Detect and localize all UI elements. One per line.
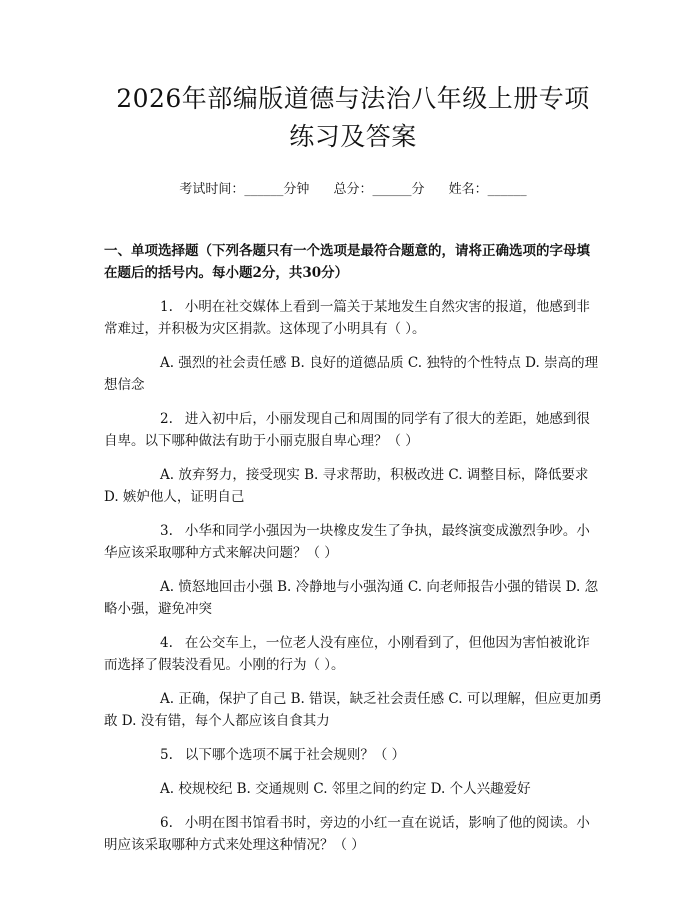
- question-text: 在公交车上，一位老人没有座位，小刚看到了，但他因为害怕被讹诈而选择了假装没看见。小刚的行为（ ）。: [104, 635, 590, 673]
- exam-score: 总分：______分: [333, 182, 425, 197]
- question-4: [104, 632, 602, 676]
- question-number: 1.: [160, 299, 173, 315]
- question-6: [104, 812, 602, 856]
- question-5-options: A. 校规校纪 B. 交通规则 C. 邻里之间的约定 D. 个人兴趣爱好: [160, 781, 531, 797]
- question-3-options: A. 愤怒地回击小强 B. 冷静地与小强沟通 C. 向老师报告小强的错误 D. 忽略小强，避免冲突: [104, 579, 599, 617]
- question-text: 进入初中后，小丽发现自己和周围的同学有了很大的差距，她感到很自卑。以下哪种做法有助于小丽克服自卑心理？（ ）: [104, 411, 590, 449]
- question-text: 小明在社交媒体上看到一篇关于某地发生自然灾害的报道，他感到非常难过，并积极为灾区捐款。这体现了小明具有（ ）。: [104, 299, 590, 337]
- question-number: 3.: [160, 523, 173, 539]
- question-4-options: A. 正确，保护了自己 B. 错误，缺乏社会责任感 C. 可以理解，但应更加勇敢 D. 没有错，每个人都应该自食其力: [104, 691, 602, 729]
- question-2-options: A. 放弃努力，接受现实 B. 寻求帮助，积极改进 C. 调整目标，降低要求 D. 嫉妒他人，证明自己: [104, 467, 589, 505]
- exam-meta: [104, 180, 602, 200]
- question-text: 以下哪个选项不属于社会规则？（ ）: [184, 747, 406, 763]
- question-text: 小明在图书馆看书时，旁边的小红一直在说话，影响了他的阅读。小明应该采取哪种方式来处理这种情况？（ ）: [104, 815, 590, 853]
- question-number: 2.: [160, 411, 173, 427]
- section-heading: 一、单项选择题（下列各题只有一个选项是最符合题意的，请将正确选项的字母填在题后的括号内。每小题2分，共30分）: [104, 243, 590, 281]
- question-text: 小华和同学小强因为一块橡皮发生了争执，最终演变成激烈争吵。小华应该采取哪种方式来解决问题？（ ）: [104, 523, 590, 561]
- question-number: 4.: [160, 635, 173, 651]
- question-1: [104, 296, 602, 340]
- exam-name: 姓名：______: [448, 182, 527, 197]
- document-title: 2026年部编版道德与法治八年级上册专项练习及答案: [116, 84, 590, 151]
- question-3: [104, 520, 602, 564]
- question-5: [104, 744, 602, 766]
- question-list: [104, 296, 602, 856]
- question-number: 5.: [160, 747, 173, 763]
- question-1-options: A. 强烈的社会责任感 B. 良好的道德品质 C. 独特的个性特点 D. 崇高的理想信念: [104, 355, 599, 393]
- question-number: 6.: [160, 815, 173, 831]
- question-2: [104, 408, 602, 452]
- exam-time: 考试时间：______分钟: [179, 182, 310, 197]
